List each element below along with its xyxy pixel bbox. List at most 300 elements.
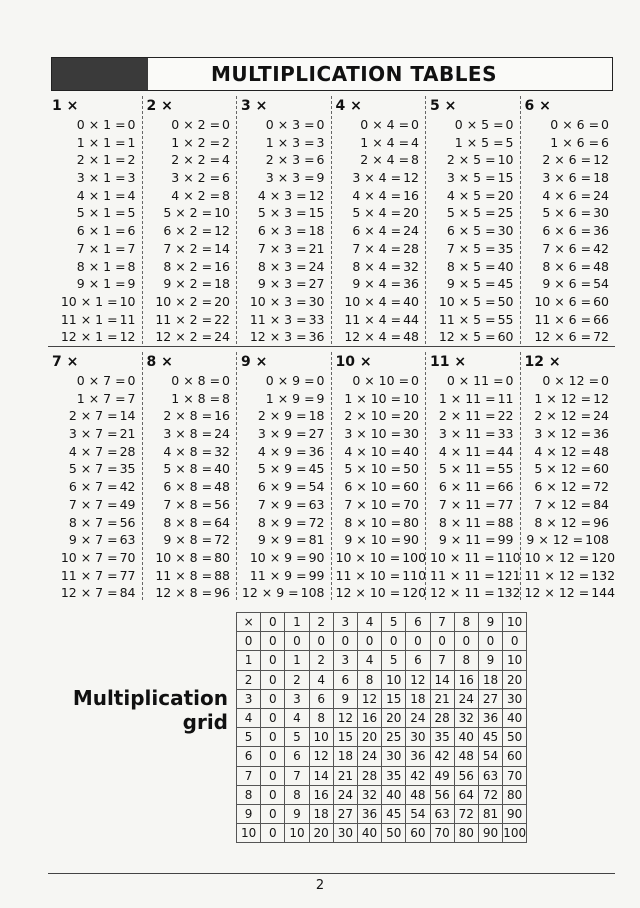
result: 48 <box>593 258 609 274</box>
grid-cell: 63 <box>430 804 454 823</box>
equation: 8 × 4 = <box>352 258 402 274</box>
grid-row-header-cell: 3 <box>237 689 261 708</box>
result: 20 <box>497 187 514 203</box>
result: 88 <box>497 514 514 530</box>
grid-cell: 24 <box>357 747 381 766</box>
result: 100 <box>402 549 427 565</box>
result: 80 <box>214 549 230 565</box>
times-table-row <box>521 390 616 408</box>
result: 99 <box>308 567 325 583</box>
result: 0 <box>127 373 136 388</box>
equation: 5 × 2 = <box>163 205 213 221</box>
times-table-row <box>48 134 142 152</box>
result: 36 <box>403 276 419 292</box>
grid-cell: 7 <box>285 766 309 785</box>
equation: 8 × 10 = <box>344 514 402 530</box>
times-table-row <box>332 240 426 258</box>
grid-cell: 3 <box>285 689 309 708</box>
result: 32 <box>214 443 230 459</box>
grid-cell: 20 <box>503 670 527 689</box>
grid-cell: 3 <box>333 651 357 670</box>
times-table-row <box>48 169 142 187</box>
result: 27 <box>308 276 325 292</box>
grid-cell: 15 <box>382 689 406 708</box>
times-table-row <box>426 311 520 329</box>
times-table-row <box>332 372 426 390</box>
times-table-row <box>426 425 520 443</box>
equation: 10 × 7 = <box>60 549 118 565</box>
times-table-row <box>48 372 142 390</box>
grid-cell: 45 <box>478 728 502 747</box>
equation: 10 × 1 = <box>60 293 118 309</box>
result: 54 <box>308 479 325 495</box>
result: 63 <box>119 532 136 548</box>
grid-cell: 25 <box>382 728 406 747</box>
equation: 10 × 10 = <box>335 549 401 565</box>
times-table-row <box>426 460 520 478</box>
times-table-row <box>521 531 616 549</box>
grid-row <box>237 708 527 727</box>
result: 90 <box>308 549 325 565</box>
result: 8 <box>127 258 136 274</box>
grid-cell: 0 <box>261 804 285 823</box>
times-table-row <box>426 531 520 549</box>
equation: 12 × 12 = <box>524 585 590 601</box>
result: 4 <box>127 187 136 203</box>
times-table-row <box>237 240 331 258</box>
grid-cell: 0 <box>309 632 333 651</box>
times-table-row <box>237 478 331 496</box>
grid-cell: 24 <box>333 785 357 804</box>
times-table-row <box>48 584 142 602</box>
equation: 4 × 4 = <box>352 187 402 203</box>
result: 40 <box>214 461 230 477</box>
result: 24 <box>308 258 325 274</box>
result: 30 <box>308 293 325 309</box>
times-table-row <box>426 222 520 240</box>
times-table-row <box>332 187 426 205</box>
equation: 4 × 3 = <box>257 187 307 203</box>
times-table-row <box>237 275 331 293</box>
times-table-column <box>426 96 521 344</box>
grid-cell: 0 <box>261 632 285 651</box>
grid-cell: 0 <box>261 728 285 747</box>
equation: 5 × 7 = <box>68 461 118 477</box>
times-table-row <box>143 407 237 425</box>
times-table-row <box>48 328 142 346</box>
equation: 6 × 3 = <box>257 223 307 239</box>
times-table-row <box>237 328 331 346</box>
equation: 8 × 5 = <box>446 258 496 274</box>
grid-cell: 12 <box>357 689 381 708</box>
equation: 6 × 4 = <box>352 223 402 239</box>
grid-cell: 7 <box>430 651 454 670</box>
times-table-row <box>426 116 520 134</box>
equation: 3 × 1 = <box>76 170 126 186</box>
times-table-row <box>332 460 426 478</box>
equation: 7 × 10 = <box>344 496 402 512</box>
grid-label <box>52 686 228 734</box>
times-table-row <box>426 275 520 293</box>
equation: 0 × 4 = <box>360 117 410 132</box>
result: 64 <box>214 514 230 530</box>
grid-row-header-cell: 1 <box>237 651 261 670</box>
result: 12 <box>214 223 230 239</box>
result: 6 <box>316 152 325 168</box>
times-table-row <box>332 293 426 311</box>
result: 44 <box>403 311 419 327</box>
times-table-row <box>143 187 237 205</box>
result: 48 <box>403 329 419 345</box>
grid-cell: 20 <box>309 824 333 843</box>
equation: 2 × 11 = <box>438 408 496 424</box>
grid-cell: 70 <box>430 824 454 843</box>
result: 30 <box>497 223 514 239</box>
grid-cell: 14 <box>309 766 333 785</box>
grid-cell: 40 <box>503 708 527 727</box>
times-table-row <box>332 478 426 496</box>
result: 48 <box>593 443 609 459</box>
equation: 10 × 12 = <box>524 549 590 565</box>
equation: 1 × 10 = <box>344 390 402 406</box>
grid-cell: 30 <box>382 747 406 766</box>
result: 0 <box>411 373 419 388</box>
result: 20 <box>214 293 230 309</box>
equation: 0 × 10 = <box>352 373 410 388</box>
result: 15 <box>308 205 325 221</box>
times-table-row <box>332 169 426 187</box>
result: 30 <box>403 426 419 442</box>
equation: 0 × 3 = <box>265 117 315 132</box>
grid-cell: 9 <box>333 689 357 708</box>
times-table-row <box>237 549 331 567</box>
equation: 10 × 2 = <box>155 293 213 309</box>
grid-row <box>237 785 527 804</box>
result: 55 <box>497 311 514 327</box>
equation: 4 × 1 = <box>76 187 126 203</box>
equation: 11 × 11 = <box>430 567 495 583</box>
equation: 0 × 6 = <box>550 117 600 132</box>
grid-row <box>237 728 527 747</box>
equation: 10 × 5 = <box>438 293 496 309</box>
grid-cell: 35 <box>382 766 406 785</box>
times-table-row <box>143 328 237 346</box>
equation: 5 × 1 = <box>76 205 126 221</box>
equation: 8 × 6 = <box>542 258 592 274</box>
grid-cell: 30 <box>333 824 357 843</box>
times-table-row <box>48 151 142 169</box>
grid-corner-cell: × <box>237 613 261 632</box>
equation: 4 × 5 = <box>446 187 496 203</box>
result: 70 <box>119 549 136 565</box>
times-table-row <box>143 151 237 169</box>
equation: 11 × 5 = <box>438 311 496 327</box>
result: 0 <box>222 117 230 132</box>
grid-cell: 16 <box>454 670 478 689</box>
result: 28 <box>403 240 419 256</box>
grid-row-header-cell: 10 <box>237 824 261 843</box>
result: 12 <box>403 170 419 186</box>
equation: 6 × 12 = <box>534 479 592 495</box>
result: 66 <box>497 479 514 495</box>
equation: 0 × 9 = <box>265 373 315 388</box>
grid-cell: 28 <box>430 708 454 727</box>
equation: 1 × 1 = <box>76 134 126 150</box>
equation: 1 × 3 = <box>265 134 315 150</box>
equation: 9 × 11 = <box>438 532 496 548</box>
times-table-row <box>332 443 426 461</box>
grid-cell: 12 <box>406 670 430 689</box>
times-table-row <box>426 372 520 390</box>
grid-cell: 36 <box>406 747 430 766</box>
grid-cell: 6 <box>406 651 430 670</box>
equation: 4 × 8 = <box>163 443 213 459</box>
times-table-row <box>48 187 142 205</box>
times-table-row <box>237 187 331 205</box>
equation: 9 × 6 = <box>542 276 592 292</box>
grid-cell: 8 <box>309 708 333 727</box>
result: 132 <box>496 585 521 601</box>
equation: 6 × 7 = <box>68 479 118 495</box>
equation: 0 × 5 = <box>454 117 504 132</box>
grid-cell: 60 <box>503 747 527 766</box>
grid-cell: 16 <box>357 708 381 727</box>
times-table-row <box>521 328 616 346</box>
result: 40 <box>497 258 514 274</box>
equation: 8 × 9 = <box>257 514 307 530</box>
equation: 5 × 3 = <box>257 205 307 221</box>
times-table-row <box>48 275 142 293</box>
result: 15 <box>497 170 514 186</box>
times-table-row <box>521 275 616 293</box>
times-table-row <box>521 258 616 276</box>
grid-cell: 4 <box>285 708 309 727</box>
equation: 7 × 8 = <box>163 496 213 512</box>
result: 0 <box>601 373 609 388</box>
grid-header-cell: 4 <box>357 613 381 632</box>
grid-cell: 0 <box>261 747 285 766</box>
equation: 3 × 10 = <box>344 426 402 442</box>
times-table-row <box>521 372 616 390</box>
times-table-row <box>426 496 520 514</box>
grid-row <box>237 766 527 785</box>
equation: 10 × 3 = <box>249 293 307 309</box>
grid-cell: 2 <box>309 651 333 670</box>
equation: 1 × 8 = <box>171 390 221 406</box>
times-table-row <box>237 204 331 222</box>
grid-cell: 48 <box>406 785 430 804</box>
times-table-heading: 10 × <box>335 354 372 370</box>
result: 77 <box>497 496 514 512</box>
result: 22 <box>497 408 514 424</box>
section-divider <box>48 346 615 347</box>
times-table-row <box>237 222 331 240</box>
times-table-row <box>521 204 616 222</box>
banner-dark-block <box>52 58 148 90</box>
times-table-heading: 3 × <box>241 98 268 114</box>
grid-cell: 8 <box>454 651 478 670</box>
times-table-row <box>521 169 616 187</box>
equation: 9 × 2 = <box>163 276 213 292</box>
title-banner <box>51 57 613 91</box>
grid-cell: 35 <box>430 728 454 747</box>
grid-cell: 9 <box>478 651 502 670</box>
times-table-row <box>48 460 142 478</box>
result: 42 <box>119 479 136 495</box>
result: 18 <box>308 223 325 239</box>
equation: 7 × 4 = <box>352 240 402 256</box>
grid-row-header-cell: 8 <box>237 785 261 804</box>
times-table-row <box>426 567 520 585</box>
grid-label-line2: grid <box>182 710 228 734</box>
times-table-row <box>332 531 426 549</box>
equation: 4 × 6 = <box>542 187 592 203</box>
grid-cell: 4 <box>357 651 381 670</box>
times-table-column <box>332 96 427 344</box>
grid-cell: 0 <box>285 632 309 651</box>
grid-cell: 5 <box>285 728 309 747</box>
result: 16 <box>214 408 230 424</box>
times-table-row <box>143 567 237 585</box>
times-table-row <box>48 204 142 222</box>
result: 63 <box>308 496 325 512</box>
equation: 0 × 1 = <box>76 117 126 132</box>
times-table-row <box>143 584 237 602</box>
grid-cell: 12 <box>309 747 333 766</box>
grid-cell: 18 <box>333 747 357 766</box>
grid-cell: 32 <box>357 785 381 804</box>
equation: 1 × 12 = <box>534 390 592 406</box>
result: 121 <box>496 567 521 583</box>
grid-cell: 16 <box>309 785 333 804</box>
grid-row <box>237 747 527 766</box>
result: 35 <box>119 461 136 477</box>
times-table-heading: 12 × <box>524 354 561 370</box>
times-table-row <box>143 222 237 240</box>
times-table-row <box>521 222 616 240</box>
equation: 5 × 6 = <box>542 205 592 221</box>
times-table-row <box>426 328 520 346</box>
times-table-row <box>332 258 426 276</box>
equation: 12 × 7 = <box>60 585 118 601</box>
times-table-row <box>521 514 616 532</box>
times-table-row <box>521 134 616 152</box>
equation: 8 × 12 = <box>534 514 592 530</box>
result: 120 <box>402 585 427 601</box>
equation: 0 × 12 = <box>542 373 600 388</box>
result: 21 <box>119 426 136 442</box>
equation: 6 × 11 = <box>438 479 496 495</box>
result: 12 <box>593 152 609 168</box>
result: 20 <box>403 408 419 424</box>
times-table-row <box>332 204 426 222</box>
tables-section-1-to-6 <box>48 96 615 344</box>
times-table-row <box>426 390 520 408</box>
times-table-column <box>426 352 521 600</box>
result: 42 <box>593 240 609 256</box>
grid-cell: 63 <box>478 766 502 785</box>
times-table-row <box>332 567 426 585</box>
grid-row-header-cell: 7 <box>237 766 261 785</box>
equation: 10 × 9 = <box>249 549 307 565</box>
times-table-row <box>143 275 237 293</box>
times-table-row <box>237 425 331 443</box>
result: 20 <box>403 205 419 221</box>
grid-header-cell: 5 <box>382 613 406 632</box>
equation: 1 × 4 = <box>360 134 410 150</box>
times-table-row <box>237 496 331 514</box>
equation: 1 × 9 = <box>265 390 315 406</box>
result: 16 <box>403 187 419 203</box>
grid-cell: 15 <box>333 728 357 747</box>
grid-cell: 40 <box>382 785 406 804</box>
result: 11 <box>119 311 136 327</box>
grid-cell: 100 <box>503 824 527 843</box>
times-table-row <box>332 425 426 443</box>
result: 36 <box>308 443 325 459</box>
times-table-heading: 5 × <box>430 98 457 114</box>
times-table-column <box>143 352 238 600</box>
grid-row <box>237 670 527 689</box>
result: 77 <box>119 567 136 583</box>
result: 18 <box>308 408 325 424</box>
times-table-heading: 4 × <box>335 98 362 114</box>
times-table-row <box>332 116 426 134</box>
result: 12 <box>593 390 609 406</box>
equation: 2 × 8 = <box>163 408 213 424</box>
result: 72 <box>308 514 325 530</box>
equation: 5 × 10 = <box>344 461 402 477</box>
result: 70 <box>403 496 419 512</box>
grid-label-line1: Multiplication <box>72 686 228 710</box>
times-table-row <box>143 293 237 311</box>
equation: 3 × 5 = <box>446 170 496 186</box>
grid-cell: 36 <box>478 708 502 727</box>
result: 5 <box>505 134 514 150</box>
times-table-row <box>426 240 520 258</box>
grid-cell: 64 <box>454 785 478 804</box>
grid-cell: 80 <box>503 785 527 804</box>
times-table-row <box>426 514 520 532</box>
result: 8 <box>411 152 419 168</box>
grid-cell: 18 <box>309 804 333 823</box>
equation: 5 × 11 = <box>438 461 496 477</box>
times-table-row <box>426 549 520 567</box>
grid-header-cell: 8 <box>454 613 478 632</box>
grid-cell: 0 <box>261 785 285 804</box>
grid-header-cell: 10 <box>503 613 527 632</box>
equation: 5 × 12 = <box>534 461 592 477</box>
grid-cell: 54 <box>406 804 430 823</box>
equation: 8 × 11 = <box>438 514 496 530</box>
grid-cell: 42 <box>406 766 430 785</box>
times-table-row <box>48 258 142 276</box>
times-table-heading: 6 × <box>524 98 551 114</box>
result: 10 <box>214 205 230 221</box>
times-table-row <box>143 116 237 134</box>
equation: 3 × 12 = <box>534 426 592 442</box>
grid-header-row <box>237 613 527 632</box>
equation: 2 × 12 = <box>534 408 592 424</box>
equation: 5 × 4 = <box>352 205 402 221</box>
times-table-row <box>48 425 142 443</box>
result: 8 <box>222 187 230 203</box>
times-table-row <box>48 567 142 585</box>
times-table-row <box>48 549 142 567</box>
grid-cell: 6 <box>285 747 309 766</box>
grid-cell: 40 <box>454 728 478 747</box>
equation: 11 × 12 = <box>524 567 590 583</box>
